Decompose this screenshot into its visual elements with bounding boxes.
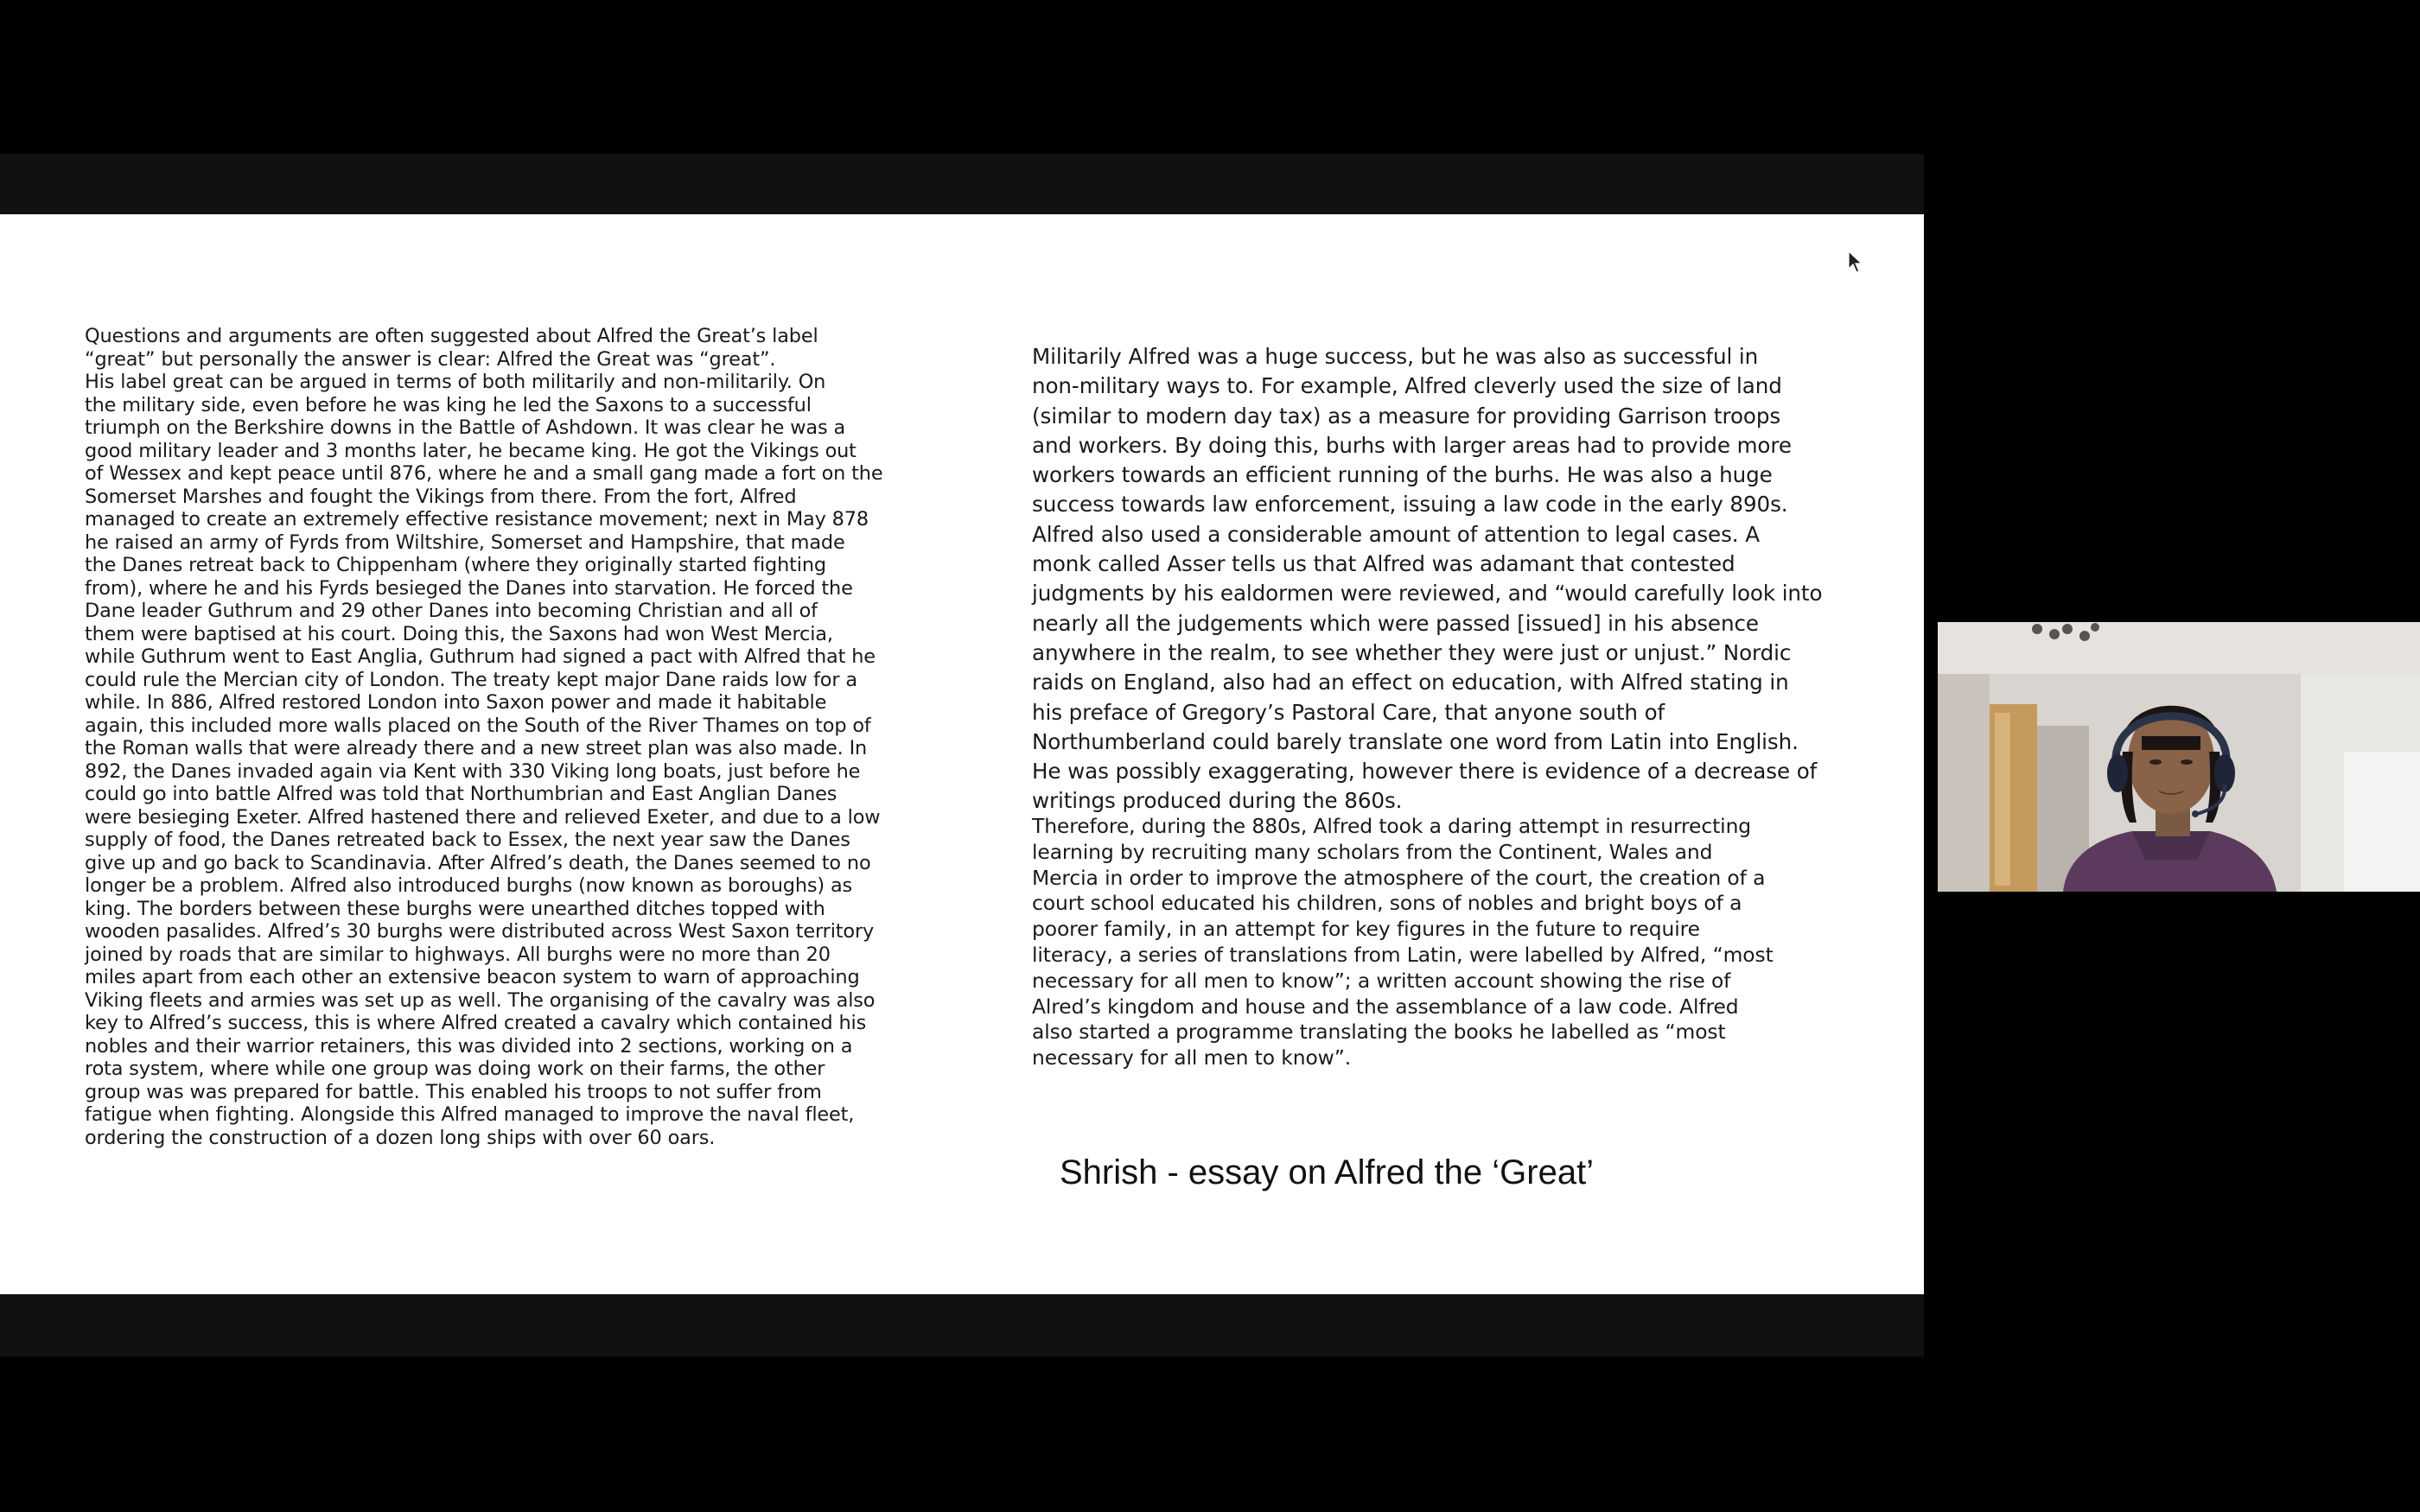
slide-caption: Shrish - essay on Alfred the ‘Great’ [1060, 1153, 1595, 1191]
essay-right-column: Militarily Alfred was a huge success, but he was also as successful in non-military ways to. For example, Alfred cleverly used the size of land (similar to modern day tax) as a measure for providing Garrison troops and workers. By doing this, burhs with larger areas had to provide more workers towards an efficient running of the burhs. He was also a huge success towards law enforcement, issuing a law code in the early 890s. Alfred also used a considerable amount of attention to legal cases. A monk called Asser tells us that Alfred was adamant that contested judgments by his ealdormen were reviewed, and “would carefully look into nearly all the judgements which were passed [issued] in his absence anywhere in the realm, to see whether they were just or unjust.” Nordic raids on England, also had an effect on education, with Alfred stating in his preface of Gregory’s Pastoral Care, that anyone south of Northumberland could barely translate one word from Latin into English. He was possibly exaggerating, however there is evidence of a decrease of writings produced during the 860s. [1032, 344, 1823, 814]
essay-right-column-continued: Therefore, during the 880s, Alfred took a daring attempt in resurrecting learning by recruiting many scholars from the Continent, Wales and Mercia in order to improve the atmosphere of the court, the creation of a court school educated his children, sons of nobles and bright boys of a poorer family, in an attempt for key figures in the future to require literacy, a series of translations from Latin, were labelled by Alfred, “most necessary for all men to know”; a written account showing the rise of Alred’s kingdom and house and the assemblance of a law code. Alfred also started a programme translating the books he labelled as “most necessary for all men to know”. [1032, 814, 1774, 1070]
mouse-pointer-icon [1848, 251, 1863, 273]
webcam-video-tile[interactable] [1938, 622, 2420, 892]
essay-slide [0, 214, 1924, 1294]
webcam-feed [1938, 622, 2420, 892]
shared-screen-area [0, 154, 1924, 1356]
essay-left-column: Questions and arguments are often suggested about Alfred the Great’s label “great” but personally the answer is clear: Alfred the Great was “great”. His label great can be argued in terms of both militarily and non-militarily. On the military side, even before he was king he led the Saxons to a successful triumph on the Berkshire downs in the Battle of Ashdown. It was clear he was a good military leader and 3 months later, he became king. He got the Vikings out of Wessex and kept peace until 876, where he and a small gang made a fort on the Somerset Marshes and fought the Vikings from there. From the fort, Alfred managed to create an extremely effective resistance movement; next in May 878 he raised an army of Fyrds from Wiltshire, Somerset and Hampshire, that made the Danes retreat back to Chippenham (where they originally started fighting from), where he and his Fyrds besieged the Danes into starvation. He forced the Dane leader Guthrum and 29 other Danes into becoming Christian and all of them were baptised at his court. Doing this, the Saxons had won West Mercia, while Guthrum went to East Anglia, Guthrum had signed a pact with Alfred that he could rule the Mercian city of London. The treaty kept major Dane raids low for a while. In 886, Alfred restored London into Saxon power and made it habitable again, this included more walls placed on the South of the River Thames on top of the Roman walls that were already there and a new street plan was also made. In 892, the Danes invaded again via Kent with 330 Viking long boats, just before he could go into battle Alfred was told that Northumbrian and East Anglian Danes were besieging Exeter. Alfred hastened there and relieved Exeter, and due to a low supply of food, the Danes retreated back to Essex, the next year saw the Danes give up and go back to Scandinavia. After Alfred’s death, the Danes seemed to no longer be a problem. Alfred also introduced burghs (now known as boroughs) as king. The borders between these burghs were unearthed ditches topped with wooden pasalides. Alfred’s 30 burghs were distributed across West Saxon territory joined by roads that are similar to highways. All burghs were no more than 20 miles apart from each other an extensive beacon system to warn of approaching Viking fleets and armies was set up as well. The organising of the cavalry was also key to Alfred’s success, this is where Alfred created a cavalry which contained his nobles and their warrior retainers, this was divided into 2 sections, working on a rota system, where while one group was doing work on their farms, the other group was was prepared for battle. This enabled his troops to not suffer from fatigue when fighting. Alongside this Alfred managed to improve the naval fleet, ordering the construction of a dozen long ships with over 60 oars. [85, 325, 883, 1149]
